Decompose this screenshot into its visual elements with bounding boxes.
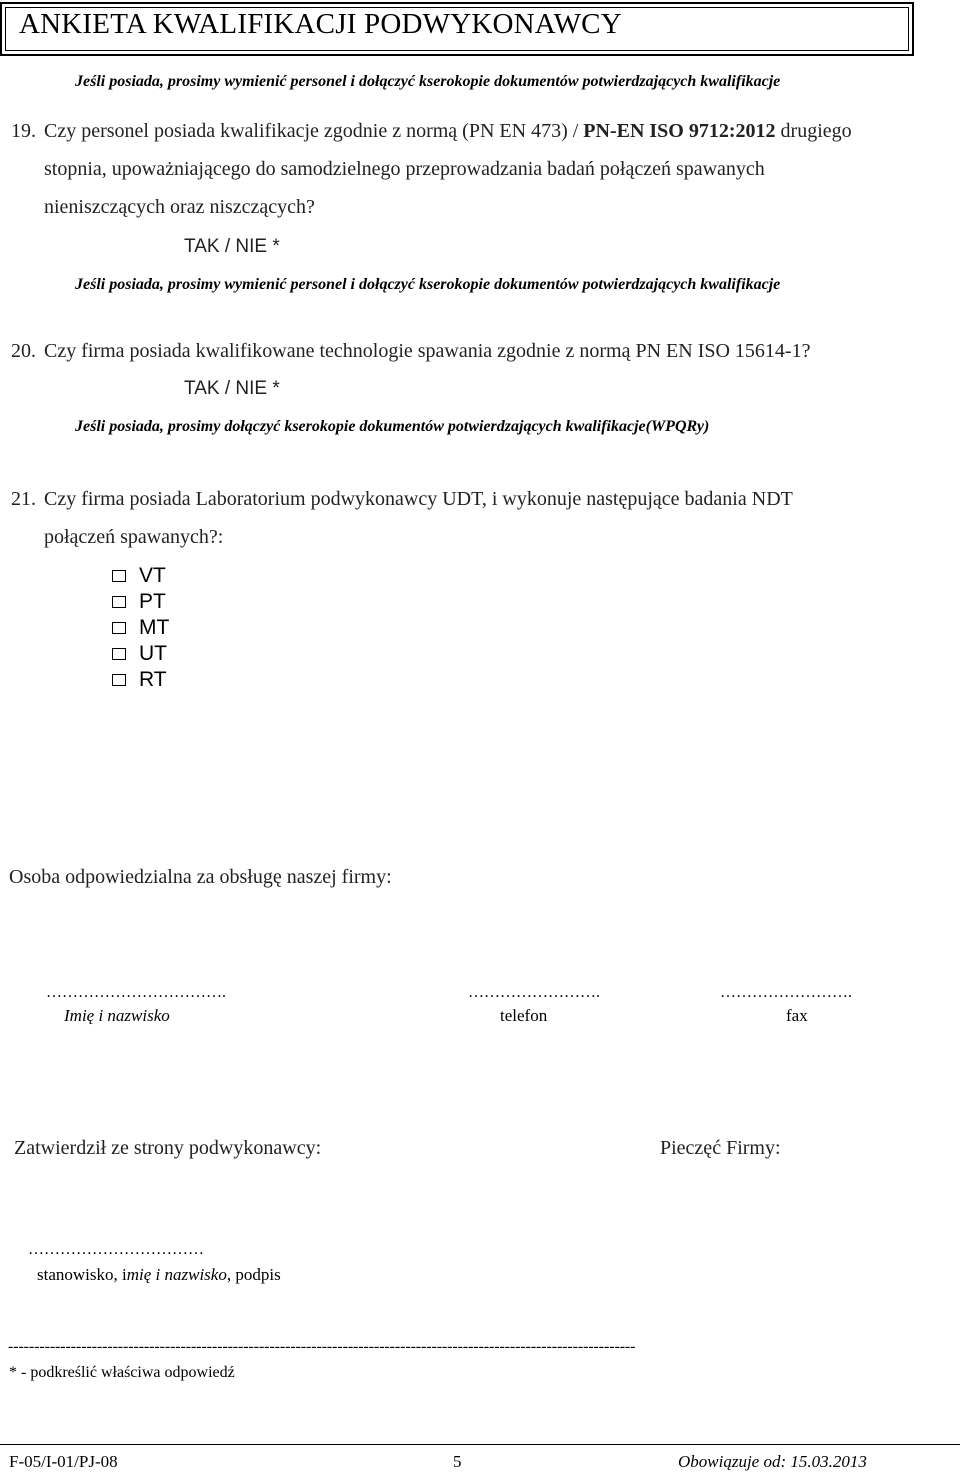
q20-answer[interactable]: TAK / NIE * bbox=[184, 378, 280, 399]
q19-line2: stopnia, upoważniającego do samodzielnego przeprowadzania badań połączeń spawanych bbox=[44, 158, 765, 180]
option-label: RT bbox=[139, 668, 167, 691]
option-rt[interactable] bbox=[112, 668, 167, 692]
approved-by-label: Zatwierdził ze strony podwykonawcy: bbox=[14, 1137, 322, 1159]
valid-from: Obowiązuje od: 15.03.2013 bbox=[678, 1452, 867, 1471]
q19-answer[interactable]: TAK / NIE * bbox=[184, 236, 280, 257]
option-label: VT bbox=[139, 564, 166, 587]
option-label: PT bbox=[139, 590, 166, 613]
option-pt[interactable] bbox=[112, 590, 166, 614]
checkbox-icon[interactable] bbox=[112, 596, 126, 608]
option-label: UT bbox=[139, 642, 167, 665]
fax-dots-field[interactable]: ……………………. bbox=[720, 984, 852, 1001]
footer-rule bbox=[0, 1444, 960, 1445]
q21-number: 21. bbox=[11, 488, 36, 510]
checkbox-icon[interactable] bbox=[112, 622, 126, 634]
document-title: ANKIETA KWALIFIKACJI PODWYKONAWCY bbox=[19, 8, 622, 40]
q19-line1-c: drugiego bbox=[775, 120, 852, 142]
q19-number: 19. bbox=[11, 120, 36, 142]
footnote: * - podkreślić właściwa odpowiedź bbox=[9, 1364, 235, 1381]
note-top: Jeśli posiada, prosimy wymienić personel i dołączyć kserokopie dokumentów potwierdzających kwalifikacje bbox=[75, 73, 781, 90]
dashed-separator: ------------------------------------------------------------------------------------------------------------------------ bbox=[8, 1338, 636, 1355]
q19-line3: nieniszczących oraz niszczących? bbox=[44, 196, 315, 218]
q19-line1-standard: PN-EN ISO 9712:2012 bbox=[583, 120, 776, 142]
fax-label: fax bbox=[786, 1006, 808, 1025]
signature-label bbox=[37, 1265, 281, 1285]
checkbox-icon[interactable] bbox=[112, 648, 126, 660]
doc-code: F-05/I-01/PJ-08 bbox=[9, 1452, 118, 1471]
q20-number: 20. bbox=[11, 340, 36, 362]
option-label: MT bbox=[139, 616, 170, 639]
q21-line1: Czy firma posiada Laboratorium podwykonawcy UDT, i wykonuje następujące badania NDT bbox=[44, 488, 793, 510]
q20-text: Czy firma posiada kwalifikowane technologie spawania zgodnie z normą PN EN ISO 15614-1? bbox=[44, 340, 811, 362]
phone-label: telefon bbox=[500, 1006, 548, 1025]
checkbox-icon[interactable] bbox=[112, 674, 126, 686]
signature-dots-field[interactable]: …………………………… bbox=[28, 1241, 204, 1258]
option-mt[interactable] bbox=[112, 616, 169, 640]
q21-line2: połączeń spawanych?: bbox=[44, 526, 224, 548]
option-ut[interactable] bbox=[112, 642, 167, 666]
checkbox-icon[interactable] bbox=[112, 570, 126, 582]
signature-label-a: stanowisko, i bbox=[37, 1265, 127, 1284]
contact-heading: Osoba odpowiedzialna za obsługę naszej firmy: bbox=[9, 866, 392, 888]
name-dots-field[interactable]: ……………………………. bbox=[46, 984, 226, 1001]
signature-label-c: , podpis bbox=[226, 1265, 281, 1284]
q19-note: Jeśli posiada, prosimy wymienić personel i dołączyć kserokopie dokumentów potwierdzających kwalifikacje bbox=[75, 276, 781, 293]
name-label: Imię i nazwisko bbox=[64, 1006, 170, 1025]
q20-note: Jeśli posiada, prosimy dołączyć kserokopie dokumentów potwierdzających kwalifikacje(WPQRy) bbox=[75, 418, 710, 435]
q19-line1 bbox=[44, 120, 852, 143]
signature-label-b: mię i nazwisko bbox=[126, 1265, 227, 1284]
company-stamp-label: Pieczęć Firmy: bbox=[660, 1137, 781, 1159]
page-number: 5 bbox=[453, 1452, 462, 1471]
title-box bbox=[0, 2, 914, 56]
q19-line1-a: Czy personel posiada kwalifikacje zgodnie z normą (PN EN 473) / bbox=[44, 120, 584, 142]
phone-dots-field[interactable]: ……………………. bbox=[468, 984, 600, 1001]
option-vt[interactable] bbox=[112, 564, 166, 588]
